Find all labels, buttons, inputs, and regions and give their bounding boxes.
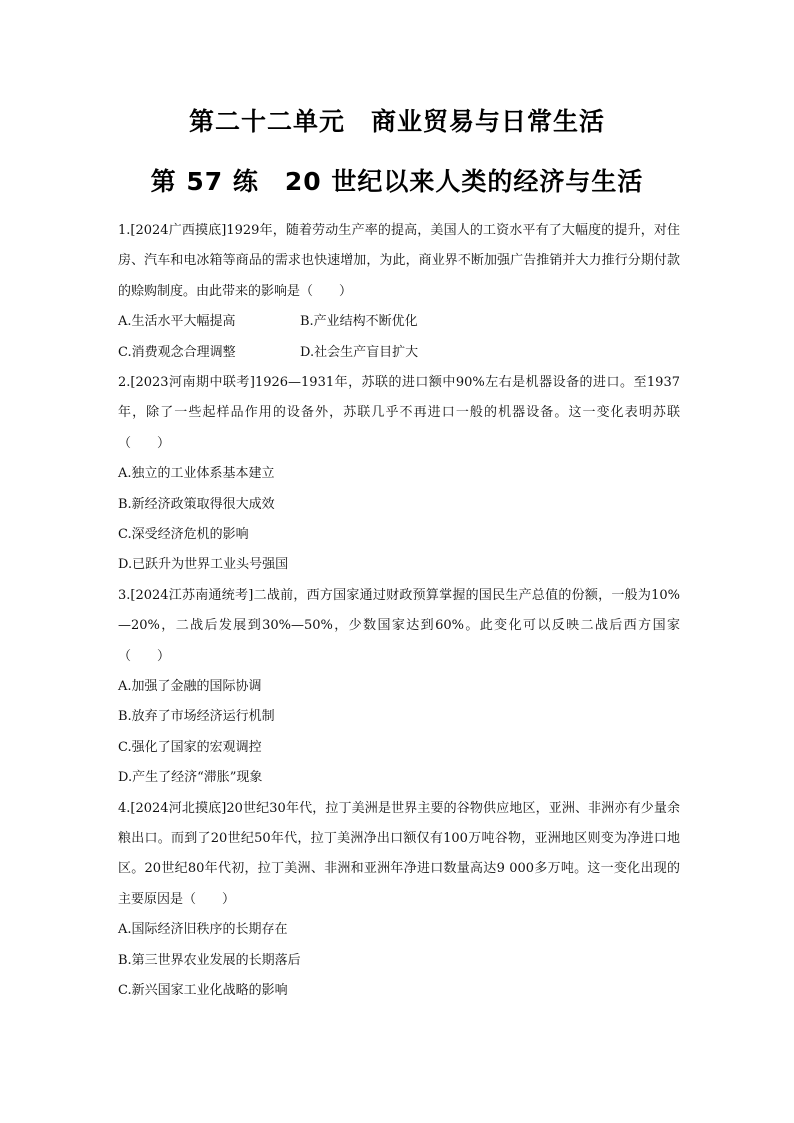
option-b: B.产业结构不断优化 [300,314,418,330]
option-d: D.已跃升为世界工业头号强国 [118,557,289,573]
option-row [118,338,680,368]
question-stem: 3.[2024江苏南通统考]二战前，西方国家通过财政预算掌握的国民生产总值的份额，一般为10%—20%，二战后发展到30%—50%，少数国家达到60%。此变化可以反映二战后西方国家（ ） [118,587,680,664]
option-a: A.独立的工业体系基本建立 [118,466,275,482]
question-4 [118,794,680,1007]
option-c: C.新兴国家工业化战略的影响 [118,982,288,998]
lesson-title: 第 57 练 20 世纪以来人类的经济与生活 [150,167,644,196]
option-b: B.新经济政策取得很大成效 [118,496,275,512]
option-c: C.消费观念合理调整 [118,344,236,360]
question-stem: 2.[2023河南期中联考]1926—1931年，苏联的进口额中90%左右是机器设备的进口。至1937年，除了一些起样品作用的设备外，苏联几乎不再进口一般的机器设备。这一变化表明苏联（ ） [118,375,680,451]
option-a: A.国际经济旧秩序的长期存在 [118,922,288,938]
option-b: B.放弃了市场经济运行机制 [118,709,275,725]
option-a: A.生活水平大幅提高 [118,314,236,330]
option-a: A.加强了金融的国际协调 [118,679,262,694]
question-stem: 4.[2024河北摸底]20世纪30年代，拉丁美洲是世界主要的谷物供应地区，亚洲、非洲亦有少量余粮出口。而到了20世纪50年代，拉丁美洲净出口额仅有100万吨谷物，亚洲地区则变为净进口地区。20世纪80年代初，拉丁美洲、非洲和亚洲年净进口数量高达9 000多万吨。这一变化出现的主要原因是（ ） [118,800,680,907]
option-c: C.深受经济危机的影响 [118,527,249,542]
question-1 [118,216,680,368]
option-c: C.强化了国家的宏观调控 [118,739,262,755]
question-3 [118,581,680,794]
unit-title: 第二十二单元 商业贸易与日常生活 [188,107,605,136]
option-d: D.社会生产盲目扩大 [300,344,419,360]
option-b: B.第三世界农业发展的长期落后 [118,952,301,968]
question-list [118,216,680,1006]
question-2 [118,368,680,581]
option-row [118,307,680,337]
question-stem: 1.[2024广西摸底]1929年，随着劳动生产率的提高，美国人的工资水平有了大幅度的提升，对住房、汽车和电冰箱等商品的需求也快速增加，为此，商业界不断加强广告推销并大力推行分期付款的赊购制度。由此带来的影响是（ ） [118,223,680,299]
option-d: D.产生了经济“滞胀”现象 [118,770,263,786]
